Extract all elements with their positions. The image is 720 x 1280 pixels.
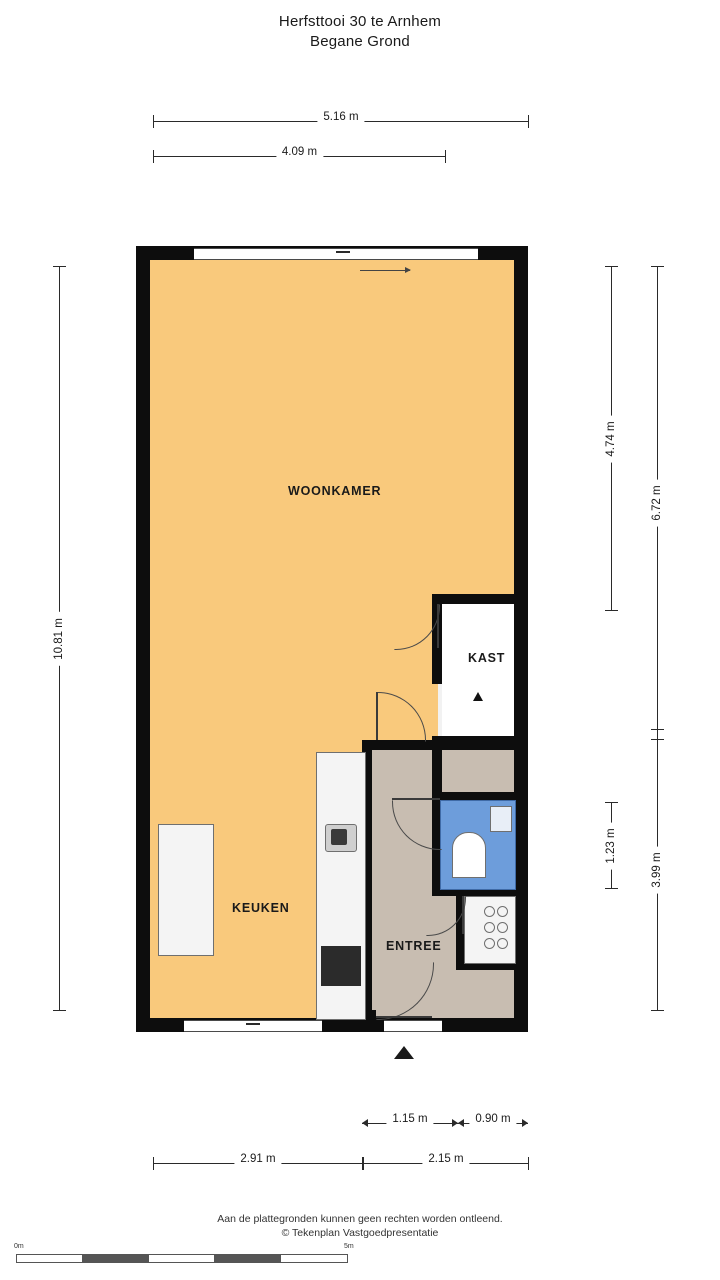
- wall-toilet-top: [432, 792, 514, 800]
- dimension-right-inner-upper-label: 4.74 m: [604, 415, 618, 462]
- meter-dial-2: [497, 906, 508, 917]
- scale-bar: [14, 1243, 354, 1266]
- disclaimer-line-1: Aan de plattegronden kunnen geen rechten worden ontleend.: [217, 1213, 503, 1225]
- door-leaf-toilet: [392, 798, 440, 800]
- dimension-top-inner-label: 4.09 m: [276, 145, 323, 159]
- dimension-right-outer: [646, 266, 668, 740]
- door-leaf-entrance: [376, 1016, 432, 1018]
- room-label-entree: ENTREE: [386, 939, 442, 953]
- dimension-left-total: [48, 266, 70, 1011]
- scale-bar-start-label: 0m: [14, 1243, 24, 1250]
- dimension-bottom-inner-left-label: 1.15 m: [386, 1112, 433, 1126]
- window-top: [194, 248, 478, 260]
- floor-plan: [136, 246, 528, 1032]
- dimension-top-outer: [153, 110, 529, 132]
- kitchen-stove: [321, 946, 361, 986]
- dimension-bottom-outer-left-label: 2.91 m: [234, 1152, 281, 1166]
- dimension-bottom-outer-right: [363, 1152, 529, 1174]
- dimension-right-lower-outer: [646, 729, 668, 1011]
- entrance-marker: [394, 1046, 414, 1059]
- copyright-line: © Tekenplan Vastgoedpresentatie: [281, 1227, 439, 1239]
- dimension-right-lower-inner-label: 1.23 m: [604, 822, 618, 869]
- staircase: [442, 604, 514, 736]
- dimension-top-inner: [153, 145, 446, 167]
- meter-dial-6: [497, 938, 508, 949]
- kitchen-counter-left: [158, 824, 214, 956]
- kitchen-sink-basin: [331, 829, 347, 845]
- meter-dial-5: [484, 938, 495, 949]
- dimension-right-outer-label: 6.72 m: [650, 479, 664, 526]
- dimension-bottom-inner-right: [458, 1112, 528, 1134]
- sliding-door-arrow: [360, 270, 410, 271]
- stair-direction-arrow: [473, 692, 483, 701]
- dimension-bottom-outer-right-label: 2.15 m: [422, 1152, 469, 1166]
- toilet-bowl: [452, 832, 486, 878]
- scale-bar-end-label: 5m: [344, 1243, 354, 1250]
- wall-stair-right: [432, 736, 442, 796]
- wall-entry-partition: [368, 1010, 376, 1032]
- page-title: [0, 12, 720, 52]
- door-leaf-kast: [437, 604, 439, 648]
- dimension-right-lower-outer-label: 3.99 m: [650, 846, 664, 893]
- dimension-bottom-outer-left: [153, 1152, 363, 1174]
- dimension-left-total-label: 10.81 m: [52, 612, 66, 666]
- room-label-woonkamer: WOONKAMER: [288, 484, 382, 498]
- dimension-bottom-inner-right-label: 0.90 m: [469, 1112, 516, 1126]
- window-bottom-right: [384, 1020, 442, 1032]
- dimension-right-lower-inner: [600, 802, 622, 889]
- dimension-top-outer-label: 5.16 m: [317, 110, 364, 124]
- washbasin: [490, 806, 512, 832]
- room-label-kast: KAST: [468, 651, 506, 665]
- wall-right: [514, 246, 528, 1032]
- property-address: Herfsttooi 30 te Arnhem: [278, 13, 442, 30]
- disclaimer: [0, 1212, 720, 1240]
- door-leaf-hall-living: [376, 692, 378, 740]
- floor-name: Begane Grond: [310, 33, 410, 50]
- window-bottom-left: [184, 1020, 322, 1032]
- door-leaf-meter: [462, 896, 464, 934]
- meter-dial-1: [484, 906, 495, 917]
- window-bottom-left-mullion: [246, 1023, 260, 1025]
- dimension-bottom-inner-left: [362, 1112, 458, 1134]
- meter-dial-4: [497, 922, 508, 933]
- dimension-right-inner-upper: [600, 266, 622, 611]
- window-top-mullion: [336, 251, 350, 253]
- wall-left: [136, 246, 150, 1032]
- room-label-keuken: KEUKEN: [232, 901, 290, 915]
- meter-dial-3: [484, 922, 495, 933]
- wall-kast-top: [432, 594, 514, 604]
